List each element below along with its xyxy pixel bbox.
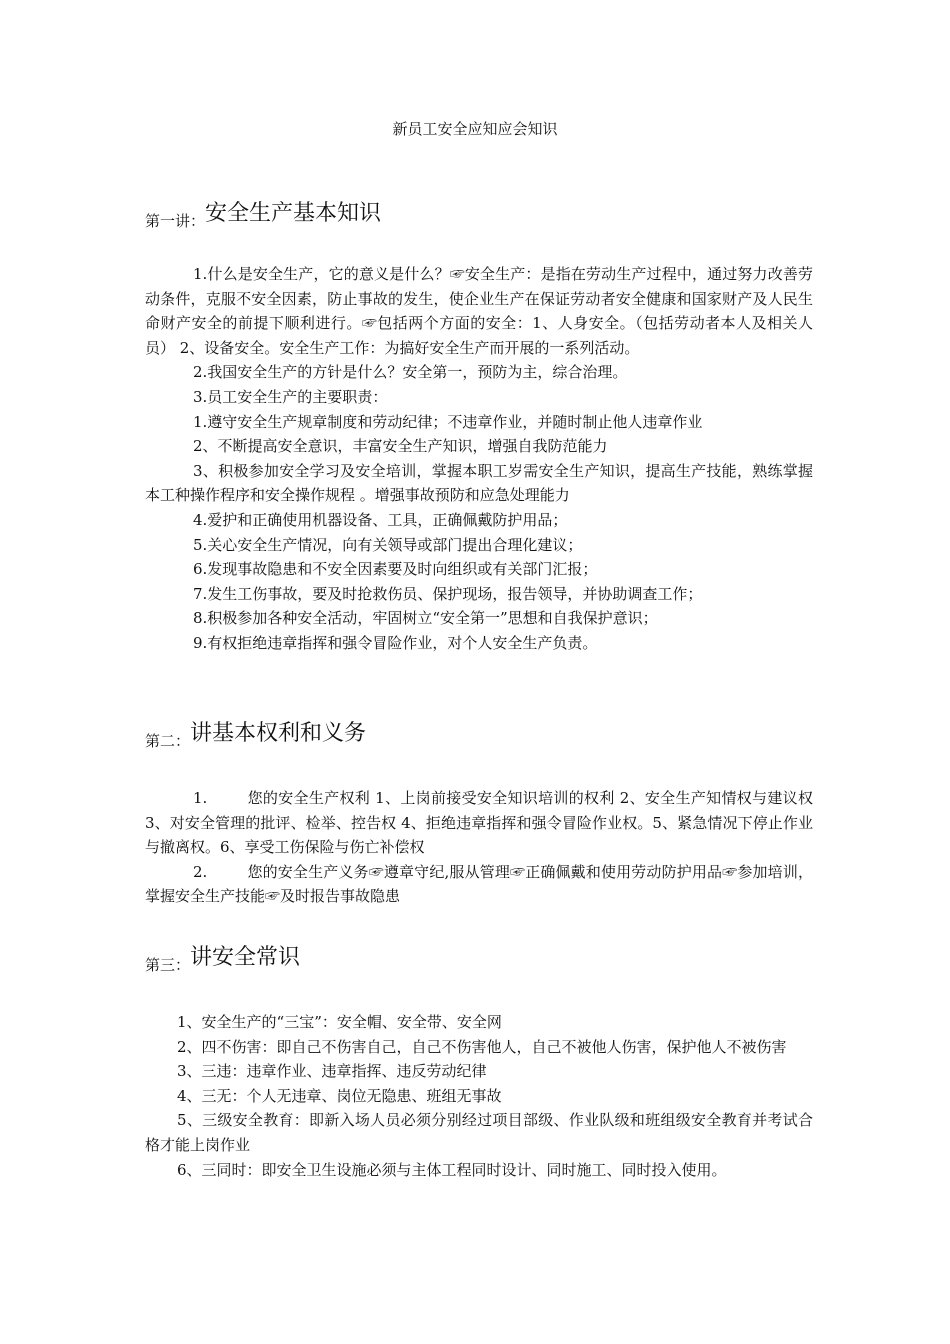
paragraph: 6.发现事故隐患和不安全因素要及时向组织或有关部门汇报；: [193, 560, 598, 579]
paragraph: 7.发生工伤事故，要及时抢救伤员、保护现场，报告领导，并协助调查工作；: [193, 584, 703, 603]
section-3-body: [145, 1010, 813, 1182]
paragraph: 8.积极参加各种安全活动，牢固树立“安全第一”思想和自我保护意识；: [193, 609, 658, 628]
section-1-prefix: 第一讲：: [145, 212, 206, 230]
section-2-prefix: 第二：: [145, 732, 191, 750]
item-text: 您的安全生产权利 1、上岗前接受安全知识培训的权利 2、安全生产知情权与建议权 3、对安全管理的批评、检举、控告权 4、拒绝违章指挥和强令冒险作业权。5、紧急情况下停止作业与撤离权。6、享受工伤保险与伤亡补偿权: [145, 789, 813, 857]
paragraph: 4、三无：个人无违章、岗位无隐患、班组无事故: [177, 1086, 502, 1105]
section-3-heading: [145, 940, 300, 975]
paragraph: 3、三违：违章作业、违章指挥、违反劳动纪律: [177, 1062, 487, 1081]
paragraph: 1.什么是安全生产，它的意义是什么？☞安全生产：是指在劳动生产过程中，通过努力改善劳动条件，克服不安全因素，防止事故的发生，使企业生产在保证劳动者安全健康和国家财产及人民生命财产安全的前提下顺利进行。☞包括两个方面的安全：1、人身安全。（包括劳动者本人及相关人员） 2、设备安全。安全生产工作：为搞好安全生产而开展的一系列活动。: [145, 265, 813, 357]
section-1-heading: [145, 196, 381, 231]
paragraph: 2、不断提高安全意识，丰富安全生产知识，增强自我防范能力: [193, 437, 608, 456]
section-3-title: 讲安全常识: [190, 945, 301, 970]
document-title: 新员工安全应知应会知识: [392, 120, 558, 138]
paragraph: 2、四不伤害：即自己不伤害自己，自己不伤害他人，自己不被他人伤害，保护他人不被伤害: [177, 1037, 787, 1056]
section-2-title: 讲基本权利和义务: [190, 721, 367, 746]
section-3-prefix: 第三：: [145, 956, 191, 974]
item-number: 2.: [193, 862, 208, 881]
section-2-heading: [145, 716, 366, 751]
paragraph: 5、三级安全教育：即新入场人员必须分别经过项目部级、作业队级和班组级安全教育并考试合格才能上岗作业: [145, 1111, 813, 1154]
item-number: 1.: [193, 789, 208, 807]
section-1-title: 安全生产基本知识: [205, 201, 382, 226]
section-2-body: [145, 786, 813, 909]
section-1-body: [145, 262, 813, 656]
paragraph: 3、积极参加安全学习及安全培训，掌握本职工岁需安全生产知识，提高生产技能，熟练掌握本工种操作程序和安全操作规程 。增强事故预防和应急处理能力: [145, 461, 813, 505]
list-item: [145, 786, 813, 860]
paragraph: 5.关心安全生产情况，向有关领导或部门提出合理化建议；: [193, 535, 583, 554]
paragraph: 9.有权拒绝违章指挥和强令冒险作业，对个人安全生产负责。: [193, 633, 598, 652]
paragraph: 1.遵守安全生产规章制度和劳动纪律；不违章作业，并随时制止他人违章作业: [193, 412, 703, 431]
paragraph: 4.爱护和正确使用机器设备、工具，正确佩戴防护用品；: [193, 510, 568, 529]
paragraph: 1、安全生产的“三宝”：安全帽、安全带、安全网: [177, 1013, 502, 1031]
paragraph: 6、三同时：即安全卫生设施必须与主体工程同时设计、同时施工、同时投入使用。: [177, 1160, 727, 1179]
list-item: [145, 860, 813, 909]
paragraph: 3.员工安全生产的主要职责：: [193, 387, 388, 406]
item-text: 您的安全生产义务☞遵章守纪,服从管理☞正确佩戴和使用劳动防护用品☞参加培训，掌握安全生产技能☞及时报告事故隐患: [145, 862, 813, 906]
paragraph: 2.我国安全生产的方针是什么？安全第一，预防为主，综合治理。: [193, 363, 628, 382]
